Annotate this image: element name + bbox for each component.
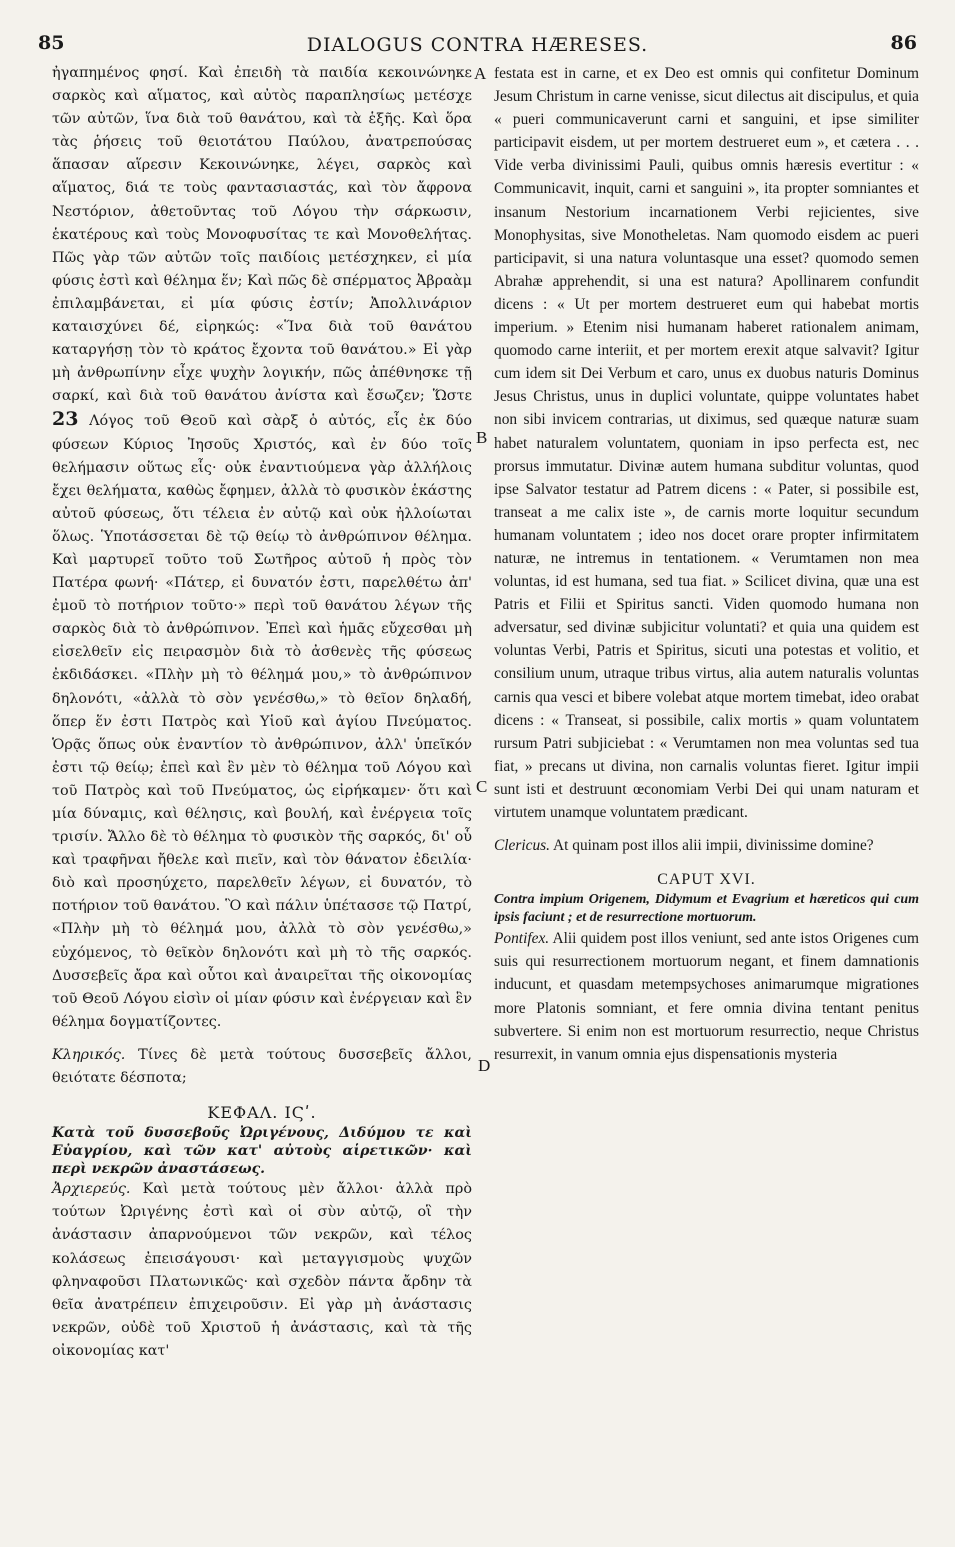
latin-speaker-pontifex: Pontifex. <box>494 930 550 948</box>
margin-marker-d: D <box>478 1056 491 1075</box>
running-title: DIALOGUS CONTRA HÆRESES. <box>306 34 649 56</box>
section-number: 23 <box>52 408 79 431</box>
latin-column <box>494 62 919 1066</box>
latin-speaker-clericus: Clericus. <box>494 837 551 855</box>
greek-column <box>52 62 472 1363</box>
greek-paragraph-2: Κληρικός. Τίνες δὲ μετὰ τούτους δυσσεβεῖς ἄλλοι, θειότατε δέσποτα; <box>52 1046 472 1087</box>
greek-speaker-clericus: Κληρικός. <box>52 1046 126 1063</box>
greek-chapter-heading: ΚΕΦΑΛ. ΙϚʹ. <box>207 1103 317 1123</box>
greek-paragraph-3: Ἀρχιερεύς. Καὶ μετὰ τούτους μὲν ἄλλοι· ἀλλὰ πρὸ τούτων Ὠριγένης ἐστὶ καὶ οἱ σὺν αὐτῷ, οἳ τὴν ἀνάστασιν ἀπαρνούμενοι τῶν νεκρῶν, καὶ τέλος κολάσεως ἐπεισάγουσι· καὶ μεταγγισμοὺς ψυχῶν φληναφοῦσι Πλατωνικῶς· καὶ σχεδὸν πάντα ἄρδην τὰ θεῖα ἀνατρέπειν ἐπιχειροῦσιν. Εἰ γὰρ μὴ ἀνάστασις νεκρῶν, οὐδὲ τοῦ Χριστοῦ ἡ ἀνάστασις, καὶ τὰ τῆς οἰκονομίας κατ' <box>52 1181 472 1359</box>
margin-marker-a: A <box>474 64 487 83</box>
margin-marker-b: B <box>476 428 488 447</box>
greek-paragraph-1: ἠγαπημένος φησί. Καὶ ἐπειδὴ τὰ παιδία κεκοινώνηκε σαρκὸς καὶ αἵματος, καὶ αὐτὸς παραπλησίως μετέσχε τῶν αὐτῶν, ἵνα διὰ τοῦ θανάτου, καὶ τὰ ἑξῆς. Καὶ ὅρα τὰς ῥήσεις τοῦ θειοτάτου Παύλου, ἀνατρεπούσας ἅπασαν αἵρεσιν Κεκοινώνηκε, λέγει, σαρκὸς καὶ αἵματος, διά τε τοὺς φαντασιαστάς, καὶ τὸν ἄφρονα Νεστόριον, ἀθετοῦντας τοῦ Λόγου τὴν σάρκωσιν, ἑκατέρους καὶ τοὺς Μονοφυσίτας τε καὶ Μονοθελήτας. Πῶς γὰρ τῶν αὐτῶν τοῖς παιδίοις μετέσχηκεν, εἰ μία φύσις ἐστὶ καὶ θέλημα ἕν; Καὶ πῶς δὲ σπέρματος Ἀβραὰμ ἐπιλαμβάνεται, εἰ μία φύσις ἐστίν; Ἀπολλινάριον καταισχύνει δέ, εἰρηκώς: «Ἵνα διὰ τοῦ θανάτου καταργήσῃ τὸν τὸ κράτος ἔχοντα τοῦ θανάτου.» Εἰ γὰρ μὴ ἀνθρωπίνην εἶχε ψυχὴν λογικήν, πῶς ἀπέθνησκε τῇ σαρκί, καὶ διὰ τοῦ θανάτου ἀνίστα καὶ ἔσωζεν; Ὥστε 23 Λόγος τοῦ Θεοῦ καὶ σὰρξ ὁ αὐτός, εἷς ἐκ δύο φύσεων Κύριος Ἰησοῦς Χριστός, καὶ ἐν δύο τοῖς θελήμασιν οὕτως εἷς· οὐκ ἐναντιούμενα γὰρ ἀλλήλοις ἔχει θελήματα, καθὼς ἔφημεν, ἀλλὰ τὸ φυσικὸν ἑκάστης αὐτοῦ φύσεως, ὅτι τέλεια ἐν αὐτῷ καὶ οὐκ ἠλλοίωται ὅλως. Ὑποτάσσεται δὲ τῷ θείῳ τὸ ἀνθρώπινον θέλημα. Καὶ μαρτυρεῖ τοῦτο τοῦ Σωτῆρος αὐτοῦ ἡ πρὸς τὸν Πατέρα φωνή· «Πάτερ, εἰ δυνατόν ἐστι, παρελθέτω ἀπ' ἐμοῦ τὸ ποτήριον τοῦτο·» περὶ τοῦ θανάτου λέγων τῆς σαρκὸς διὰ τὸ ἀνθρώπινον. Ἐπεὶ καὶ ἡμᾶς εὔχεσθαι μὴ εἰσελθεῖν εἰς πειρασμὸν διὰ τὸ ἀσθενὲς τῆς φύσεως ἐκδιδάσκει. «Πλὴν μὴ τὸ θέλημά μου,» τὸ ἀνθρώπινον δηλονότι, «ἀλλὰ τὸ σὸν γενέσθω,» τὸ θεῖον δηλαδή, ὅπερ ἕν ἐστι Πατρὸς καὶ Υἱοῦ καὶ ἁγίου Πνεύματος. Ὁρᾷς ὅπως οὐκ ἐναντίον τὸ ἀνθρώπινον, ἀλλ' ὑπεῖκόν ἐστι τῷ θείῳ; ἐπεὶ καὶ ἓν μὲν τὸ θέλημα τοῦ Λόγου καὶ τοῦ Πατρὸς καὶ τοῦ Πνεύματος, ὡς εἰρήκαμεν· ὅτι καὶ μία δύναμις, καὶ θέλησις, καὶ βουλή, καὶ ἐνέργεια τοῖς τρισίν. Ἄλλο δὲ τὸ θέλημα τὸ φυσικὸν τῆς σαρκός, δι' οὗ καὶ τραφῆναι ἤθελε καὶ πιεῖν, καὶ τὸν θάνατον ἐδειλία· διὸ καὶ προσηύχετο, παρελθεῖν λέγων, εἰ δυνατόν, τὸ ποτήριον τοῦ θανάτου. Ὃ καὶ πάλιν ὑπέτασσε τῷ Πατρί, «Πλὴν μὴ τὸ θέλημά μου, ἀλλὰ τὸ σὸν γενέσθω,» εὐχόμενος, τὸ θεῖκὸν δηλονότι καὶ μὴ τὸ τῆς σαρκός. Δυσσεβεῖς ἄρα καὶ οὗτοι καὶ ἀναιρεῖται τῆς οἰκονομίας τοῦ Θεοῦ Λόγου εἰσὶν οἱ μίαν φύσιν καὶ ἐνέργειαν καὶ ἓν θέλημα δογματίζοντες. <box>52 65 472 1030</box>
latin-paragraph-1: festata est in carne, et ex Deo est omnis qui confitetur Dominum Jesum Christum in carne venisse, sicut dilectus ait discipulus, et quia « pueri communicaverunt carni et sanguini, et ipse similiter participavit eisdem, ut per mortem destrueret eum », et cætera . . . Vide verba divinissimi Pauli, quibus omnis hæresis evertitur : « Communicavit, inquit, carni et sanguini », ita propter somniantes et insanum Nestorium incarnationem Verbi rejicientes, sive Monophysitas, sive Monotheletas. Nam quomodo eisdem ac pueri participavit, si una natura voluntasque una esset? quomodo semen Abrahæ apprehendit, si una est natura? Apollinarem confundit dicens : « Ut per mortem destrueret eum qui habebat mortis imperium. » Etenim nisi humanam haberet rationalem animam, quomodo carne interiit, et per mortem erexit atque salvavit? Igitur cum idem sit Dei Verbum et caro, unus ex duobus naturis Dominus Jesus Christus, unus in duplici voluntate, quippe voluntates habet non sibi invicem contrarias, ut diximus, sed quæque naturæ suam habet naturalem voluntatem, quoniam in ipso perfecta est, nec prorsus immutatur. Divinæ autem humana subditur voluntas, quod ipse Salvator testatur ad Patrem dicens : « Pater, si possibile est, transeat a me calix iste », de carnis morte loquitur secundum humanam voluntatem ; ideo nos docet orare propter infirmitatem naturæ, ne intremus in tentationem. « Verumtamen non mea voluntas, id est humana, sed tua fiat. » Scilicet divina, quæ una est Patris et Filii et Spiritus sancti. Viden quomodo humana non adversatur, sed divinæ subjicitur voluntati? et quia una quidem est voluntas Verbi, Patris et Spiritus, sicuti una potestas et volitio, et consilium unum, utraque tribus virtus, alia autem naturalis voluntas carnis qua vesci et bibere volebat atque mortem timebat, ideo orabat dicens : « Transeat, si possibile, calix mortis » quam voluntatem rursum Patri subjiciebat : « Verumtamen non mea voluntas sed tua fiat, » precans ut divina, non carnalis voluntas fieret. Igitur impii sunt isti et destruunt œconomiam Verbi Dei qui unam naturam et virtutem unamque voluntatem prædicant. <box>494 65 919 821</box>
page-number-left: 85 <box>38 32 65 54</box>
latin-chapter-heading: CAPUT XVI. <box>657 871 756 889</box>
latin-paragraph-2: Clericus. At quinam post illos alii impii, divinissime domine? <box>494 837 874 855</box>
latin-chapter-subtitle: Contra impium Origenem, Didymum et Evagrium et hæreticos qui cum ipsis faciunt ; et de resurrectione mortuorum. <box>494 892 919 926</box>
greek-speaker-pontifex: Ἀρχιερεύς. <box>52 1181 131 1198</box>
running-header <box>38 30 917 60</box>
margin-marker-c: C <box>476 777 488 796</box>
greek-chapter-subtitle: Κατὰ τοῦ δυσσεβοῦς Ὠριγένους, Διδύμου τε καὶ Εὐαγρίου, καὶ τῶν κατ' αὐτοὺς αἱρετικῶν· καὶ περὶ νεκρῶν ἀναστάσεως. <box>52 1125 472 1178</box>
latin-paragraph-3: Pontifex. Alii quidem post illos veniunt, sed ante istos Origenes cum suis qui resurrectionem mortuorum negant, et finem damnationis inducunt, et quasdam metempsychoses animarumque migrationes more Platonis somniant, et fere omnia divina tentant penitus subvertere. Si enim non est mortuorum resurrectio, neque Christus resurrexit, in vanum omnia ejus dispensationis mysteria <box>494 930 919 1063</box>
page-number-right: 86 <box>890 32 917 54</box>
